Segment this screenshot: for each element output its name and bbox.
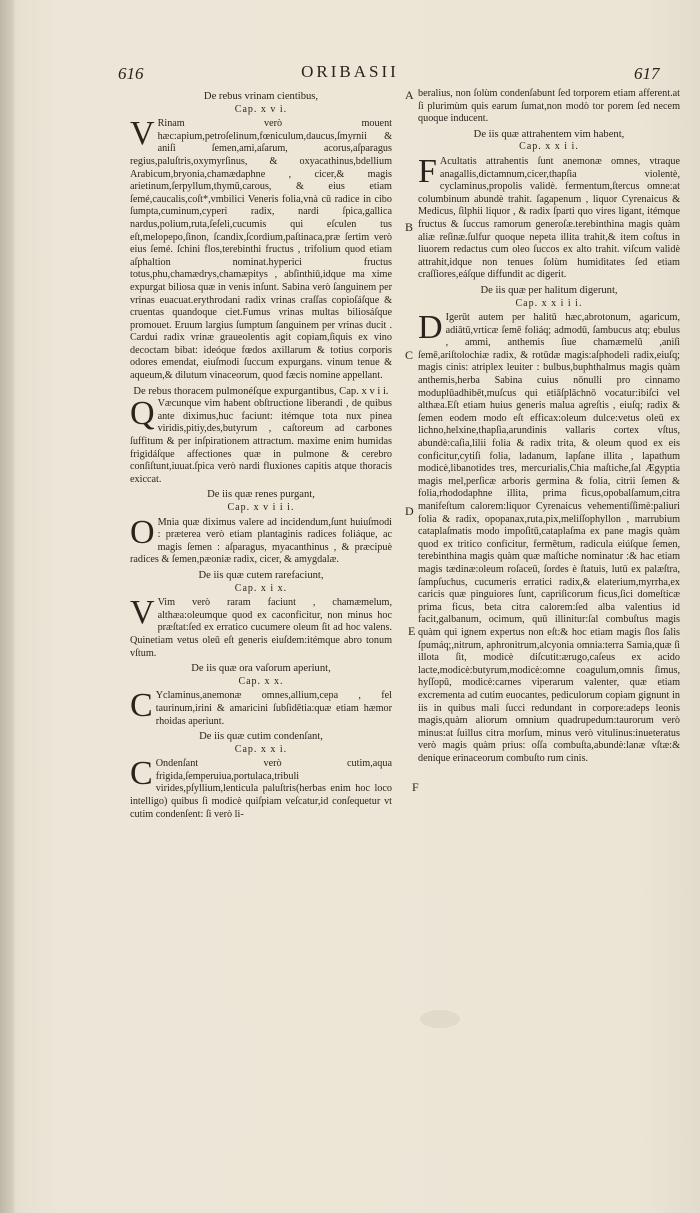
page-gutter-shadow xyxy=(0,0,14,1213)
paragraph-text: Vim verò raram faciunt , chamæmelum, althæa:oleumque quod ex caconficitur, non minus hoc præſtat:ſed ex erratico cucumere oleum ſit ad hoc valens. Quinetiam vetus oleū eſt generis eiuſdem:itémque abro tonum vſtum. xyxy=(130,597,392,659)
paragraph-text: Yclaminus,anemonæ omnes,allium,cepa , fel taurinum,irini & amaricini ſubſidētia:quæ etiam hæmor rhoidas aperiunt. xyxy=(155,690,392,727)
margin-letter-d: D xyxy=(405,504,414,518)
margin-letter-b: B xyxy=(405,220,414,234)
body-paragraph xyxy=(130,594,392,660)
section-heading: De iis quæ per halitum digerunt, xyxy=(480,284,618,296)
drop-cap: Q xyxy=(130,395,155,433)
drop-cap: F xyxy=(418,152,437,190)
drop-cap: O xyxy=(130,513,155,551)
paragraph-text: Igerūt autem per halitū hæc,abrotonum, agaricum, adiātū,vrticæ ſemē foliáq; admodū, ſambucus atq; ebulus , ammi, anthemis ſiue chamæmelū ,aniſi ſemē,ariſtolochiæ radix, & rotūdæ magis:aſphodeli radix,eiuſq; magis cinis: atriplex leuiter : bulbus,buphthalmus magis quàm anthemis,herba Sabina cuius nōnulli pro cinnamo moduplūadhibēt,muſcus qui etiāſplāchnō vocatur:ibiſci vel althæa.Eſt etiam huius generis malua agreſtis , eiuſq; radix & ſemen eodem modo eſt efficax:oleum dulce:vetus oleū ex lichno,helxine,thapſia,arundinis vallaris cortex vſtus, abundè:caſia,lilii folia & radix trita, & oleum quod ex eis conficitur,cytiſi folia, ladanum, lapſane illita , lapathum modicè,libanotides tres, mercurialis,Chia maſtiche,ſal Ægyptia magis mel,perſicæ arboris germina & folia, citrii ſemen & folia,rhododaphne illita, prima ficus,opobalſamum,citra manifeſtum calorem:liquor Cyrenaicus vehementiſſimè:paliuri folia & radix, opopanax,ruta,pix,meliſſophyllon , marrubium cataplaſmatis modo impoſitū,cataplaſma ex pane magis quàm quod ex tritico conficitur, fermētum, radicula eiúſque ſemen, terebinthina magis quàm quæ maſtiche nominatur :& hac etiam magis tædinæ:oleum roſaceū, ſordes è ſtatuis, lutū ex palæſtra, ſampſuchus, cucumeris erratici radix,& elaterium,myrrha,ex caricis quæ pinguiores ſunt, capriſicorum ficus,ſici domeſticæ prima ficus, beta citra calorem:ſed alba valentius id facit,galbanum, ocimum, quū illinitur:ſal combuſtus magis quàm qui ignem expertus non eſt:& hoc etiam magis ſlos ſalis ſpumáq;,nitrum, aphronitrum,alcyonia omnia:terra Samia,quæ ſi illota ſit, modicè diſcutit:ærugo,caſeus ex acido lacte,modicè:butyrum,modicè:omne coagulum,omnis ſimus, hyſſopū, modicè:carnes viperarum valenter, quæ etiam excrementa ad cutim euocantes, pediculorum copiam gignunt in iis in quibus mali ſucci redundant in corpore:adeps leonis magis,quàm aliorum omnium quadrupedum:taurorum verò minus:at ſuillus citra morſum, minus verò vitulinus:inueteratus verò magis quàm prius: oſſa combuſta,abundè:lanæ vſtæ:& denique erinaceorum combuſto rum cinis. xyxy=(418,312,680,764)
body-paragraph xyxy=(130,687,392,728)
left-text-column xyxy=(130,88,392,823)
drop-cap: V xyxy=(130,115,155,153)
paper-stain xyxy=(420,1010,460,1028)
chapter-number: Cap. x x i i. xyxy=(519,141,579,153)
body-paragraph xyxy=(130,513,392,567)
drop-cap: C xyxy=(130,755,153,793)
paragraph-text: Væcunque vim habent obſtructione liberandi , de quibus ante diximus,huc faciunt: itémque tota nux pinea viridis,pitiy,des,butyrum , caſtoreum ad carbones ſuffitum & per inſpirationem attractum. maxime enim humidas frigidáſque affectiones quæ in pulmone & cerebro conſiſtunt,iuuat.ſpica verò nardi fluxiones capitis atque thoracis exiccat. xyxy=(130,398,392,485)
section-heading: De iis quæ cutim condenſant, xyxy=(199,731,323,743)
body-paragraph xyxy=(130,395,392,486)
chapter-number: Cap. x v i. xyxy=(234,103,288,115)
section-heading: De iis quæ ora vaſorum aperiunt, xyxy=(191,663,331,675)
right-text-column xyxy=(418,88,680,767)
margin-letter-c: C xyxy=(405,348,414,362)
paragraph-text: beralius, non ſolùm condenſabunt ſed torporem etiam afferent.at ſi plurimùm quis earum ſumat,non modò tor porem ſed necem quoque inducent. xyxy=(418,88,680,125)
body-paragraph xyxy=(130,755,392,821)
section-heading: De iis quæ attrahentem vim habent, xyxy=(473,128,625,140)
section-heading: De iis quæ cutem rarefaciunt, xyxy=(198,569,324,581)
body-paragraph xyxy=(418,88,680,126)
paragraph-text: Mnia quæ diximus valere ad incidendum,ſunt huiuſmodi : præterea verò etiam plantaginis radices foliáque, ac magis ſemen : aſparagus, myacanthinus , & præcipuè radices & ſemen,pæoniæ radix, cicer, & amygdalæ. xyxy=(130,516,392,566)
margin-letter-f: F xyxy=(412,780,419,794)
running-title: ORIBASII xyxy=(301,62,399,81)
body-paragraph xyxy=(130,115,392,382)
chapter-number: Cap. x x i. xyxy=(234,743,288,755)
drop-cap: D xyxy=(418,309,443,347)
section-heading: De rebus thoracem pulmonéſque expurgantibus, Cap. x v i i. xyxy=(133,385,389,397)
margin-letter-a: A xyxy=(405,88,414,102)
section-heading: De rebus vrinam cientibus, xyxy=(203,91,319,102)
chapter-number: Cap. x x i i i. xyxy=(515,297,583,309)
paragraph-text: Rinam verò mouent hæc:apium,petroſelinum,fœniculum,daucus,ſmyrnii & aniſi ſemen,ami,aſarum, acorus,aſparagus regius,paluſtris,oxymyrſinus, & oxyacathinus,bdellium Arabicum,bryonia,chamædaphne , cicer,& magis arietinum,ſerpyllum,thymū,carous, & eius etiam ſemé,caucalis,coſt*,vmbilici Veneris folia,vnà cū radice in cibo ſumpta,cuminum,cyperi radix, nardi ſpica,gallica nardus,polium,ruta,ſeſeli,cucumis qui eſculen tus eſt,melopepo,ſinon, ſcandix,ſcordium,paſtinaca,præ ſertim verò eius ſemé. ſchini flos,terebinthi fructus , trifolium quod etiam aſphaltion nominat.hyperici fructus totus,phu,chamædrys,chamæpitys , abſinthiū,idque ma xime expurgat biliosa quæ in venis inſunt. Sabina verò ſanguinem per vrinas euacuat.erythrodani radix vrinas craſſas copioſáſque & cruentas quandoque ciet.Fumus vrinas multas biliosáſque promouet. Eruum largius ſumptum ſanguinem per vrinas ducit . Cardui radix vrinæ graueolentis agit copiam,ſiquis ex vino decoctam bibat: ideóque fœdos axillarum & totius corporis odores emendat, eiuſmodi ſuccum expurgans. vinum tenue & aqueum,& dilutum vinaceorum, quod fæcis nomine appellant. xyxy=(130,118,392,382)
chapter-number: Cap. x i x. xyxy=(234,582,288,594)
margin-letter-e: E xyxy=(408,624,416,638)
section-heading: De iis quæ renes purgant, xyxy=(207,489,315,501)
body-paragraph xyxy=(418,152,680,282)
drop-cap: C xyxy=(130,687,153,725)
chapter-number: Cap. x x. xyxy=(238,675,284,687)
page-number-left: 616 xyxy=(118,64,144,83)
chapter-number: Cap. x v i i i. xyxy=(227,502,295,513)
body-paragraph xyxy=(418,309,680,765)
drop-cap: V xyxy=(130,594,155,632)
page-number-right: 617 xyxy=(634,64,660,83)
paragraph-text: Ondenſant verò cutim,aqua frigida,ſemperuiua,portulaca,tribuli virides,pſyllium,lenticula paluſtris(herbas enim hoc loco intelligo) quibus ſi modicè quiſpiam veſcatur,id conſequetur vt cutim condenſent: ſi verò li- xyxy=(130,758,392,820)
paragraph-text: Acultatis attrahentis ſunt anemonæ omnes, vtraque anagallis,dictamnum,cicer,thapſia violentè, cyclaminus,propolis validè. fermentum,ſtercus omne:at columbinum abundè trahit. ſagapenum , liquor Cyrenaicus & Medicus, ſilphii liquor , & radix ſparti quo vires ligant, itémque fructus & ſuccus ramorum generoſæ.terebinthina magis quàm aliæ reſinæ.ſulfur quoque nepeta illita trahit,& item coſtus in liuorem redactus cum oleo ſuccos ex alto trahit. viſcum validè attrahit,idque non tenues ſolùm humiditates ſed etiam craſſiores,eáſque diffundit ac digerit. xyxy=(418,155,680,281)
